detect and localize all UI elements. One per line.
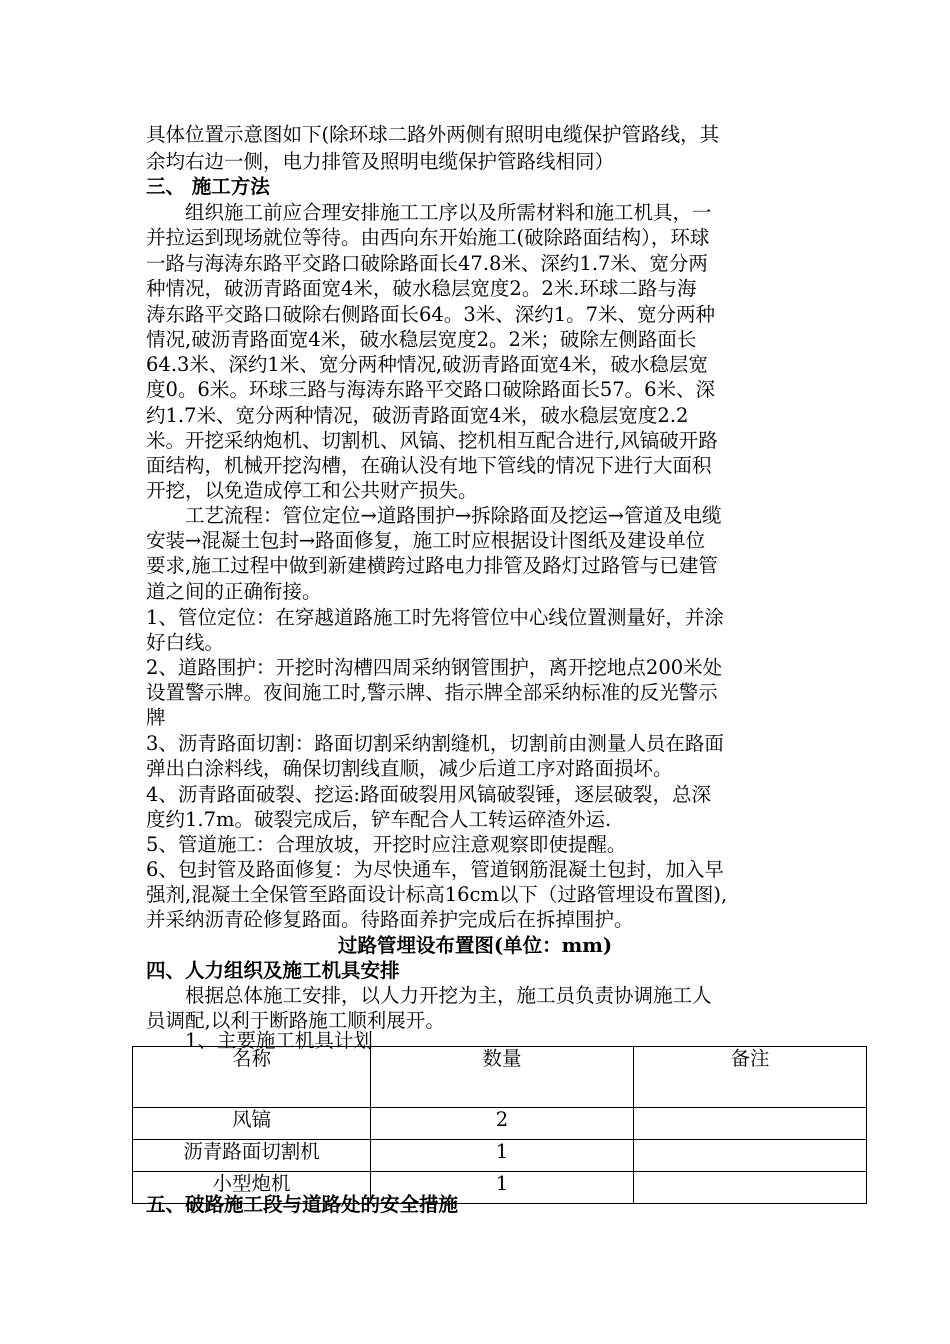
body-line: 米。开挖采纳炮机、切割机、风镐、挖机相互配合进行,风镐破开路	[146, 429, 718, 452]
body-line: 道之间的正确衔接。	[146, 580, 322, 603]
body-line: 涛东路平交路口破除右侧路面长64。3米、深约1。7米、宽分两种	[146, 303, 716, 326]
body-line: 度0。6米。环球三路与海涛东路平交路口破除路面长57。6米、深	[146, 378, 716, 401]
body-line: 并拉运到现场就位等待。由西向东开始施工(破除路面结构），环球	[146, 226, 710, 249]
body-line: 64.3米、深约1米、宽分两种情况,破沥青路面宽4米，破水稳层宽	[146, 353, 708, 376]
table-cell	[634, 1172, 867, 1204]
table-cell: 1	[371, 1172, 634, 1204]
body-line: 要求,施工过程中做到新建横跨过路电力排管及路灯过路管与已建管	[146, 554, 718, 577]
body-line: 具体位置示意图如下(除环球二路外两侧有照明电缆保护管路线，其	[146, 123, 720, 146]
body-line: 种情况，破沥青路面宽4米，破水稳层宽度2。2米.环球二路与海	[146, 277, 697, 300]
body-line: 面结构，机械开挖沟槽，在确认没有地下管线的情况下进行大面积	[146, 454, 712, 477]
list-item-line: 强剂,混凝土全保管至路面设计标高16cm以下（过路管埋设布置图),	[146, 883, 728, 906]
body-line: 情况,破沥青路面宽4米，破水稳层宽度2。2米；破除左侧路面长	[146, 328, 697, 351]
table-cell: 风镐	[133, 1108, 371, 1140]
section-heading-3: 三、 施工方法	[146, 175, 270, 198]
list-item-line: 4、沥青路面破裂、挖运:路面破裂用风镐破裂锤，逐层破裂，总深	[146, 783, 711, 806]
body-line: 约1.7米、宽分两种情况，破沥青路面宽4米，破水稳层宽度2.2	[146, 404, 689, 427]
table-cell: 沥青路面切割机	[133, 1140, 371, 1172]
body-line: 员调配,以利于断路施工顺利展开。	[146, 1009, 445, 1032]
table-row	[133, 1108, 867, 1140]
list-item-line: 2、道路围护：开挖时沟槽四周采纳钢管围护，离开挖地点200米处	[146, 656, 723, 679]
table-cell: 2	[371, 1108, 634, 1140]
table-row	[133, 1140, 867, 1172]
list-item-line: 1、管位定位：在穿越道路施工时先将管位中心线位置测量好，并涂	[146, 606, 724, 629]
list-item-line: 弹出白涂料线，确保切割线直顺，减少后道工序对路面损坏。	[146, 757, 673, 780]
list-item-line: 并采纳沥青砼修复路面。待路面养护完成后在拆掉围护。	[146, 908, 634, 931]
list-item-line: 设置警示牌。夜间施工时,警示牌、指示牌全部采纳标准的反光警示	[146, 681, 718, 704]
list-item-line: 牌	[146, 706, 166, 729]
table-cell: 1	[371, 1140, 634, 1172]
table-cell	[634, 1140, 867, 1172]
list-item-line: 6、包封管及路面修复：为尽快通车，管道钢筋混凝土包封，加入早	[146, 858, 724, 881]
body-line: 安装→混凝土包封→路面修复，施工时应根据设计图纸及建设单位	[146, 529, 706, 552]
table-cell	[634, 1108, 867, 1140]
list-item-line: 5、管道施工：合理放坡，开挖时应注意观察即使提醒。	[146, 833, 627, 856]
list-title: 1、主要施工机具计划	[146, 1029, 373, 1052]
body-line: 一路与海涛东路平交路口破除路面长47.8米、深约1.7米、宽分两	[146, 252, 708, 275]
body-line: 开挖，以免造成停工和公共财产损失。	[146, 479, 478, 502]
section-heading-5: 五、破路施工段与道路处的安全措施	[146, 1193, 459, 1216]
list-item-line: 好白线。	[146, 631, 225, 654]
table-header-cell: 名称	[133, 1047, 371, 1108]
equipment-table	[132, 1046, 867, 1204]
figure-caption: 过路管埋设布置图(单位：mm)	[337, 934, 613, 957]
section-heading-4: 四、人力组织及施工机具安排	[146, 959, 400, 982]
list-item-line: 3、沥青路面切割：路面切割采纳割缝机，切割前由测量人员在路面	[146, 732, 724, 755]
table-header-cell: 数量	[371, 1047, 634, 1108]
table-cell: 小型炮机	[133, 1172, 371, 1204]
body-line: 根据总体施工安排，以人力开挖为主，施工员负责协调施工人	[146, 984, 712, 1007]
body-line: 余均右边一侧，电力排管及照明电缆保护管路线相同）	[146, 150, 615, 173]
body-line: 工艺流程：管位定位→道路围护→拆除路面及挖运→管道及电缆	[146, 504, 722, 527]
table-header-row	[133, 1047, 867, 1108]
list-item-line: 度约1.7m。破裂完成后，铲车配合人工转运碎渣外运.	[146, 808, 612, 831]
table-header-cell: 备注	[634, 1047, 867, 1108]
body-line: 组织施工前应合理安排施工工序以及所需材料和施工机具，一	[146, 201, 712, 224]
